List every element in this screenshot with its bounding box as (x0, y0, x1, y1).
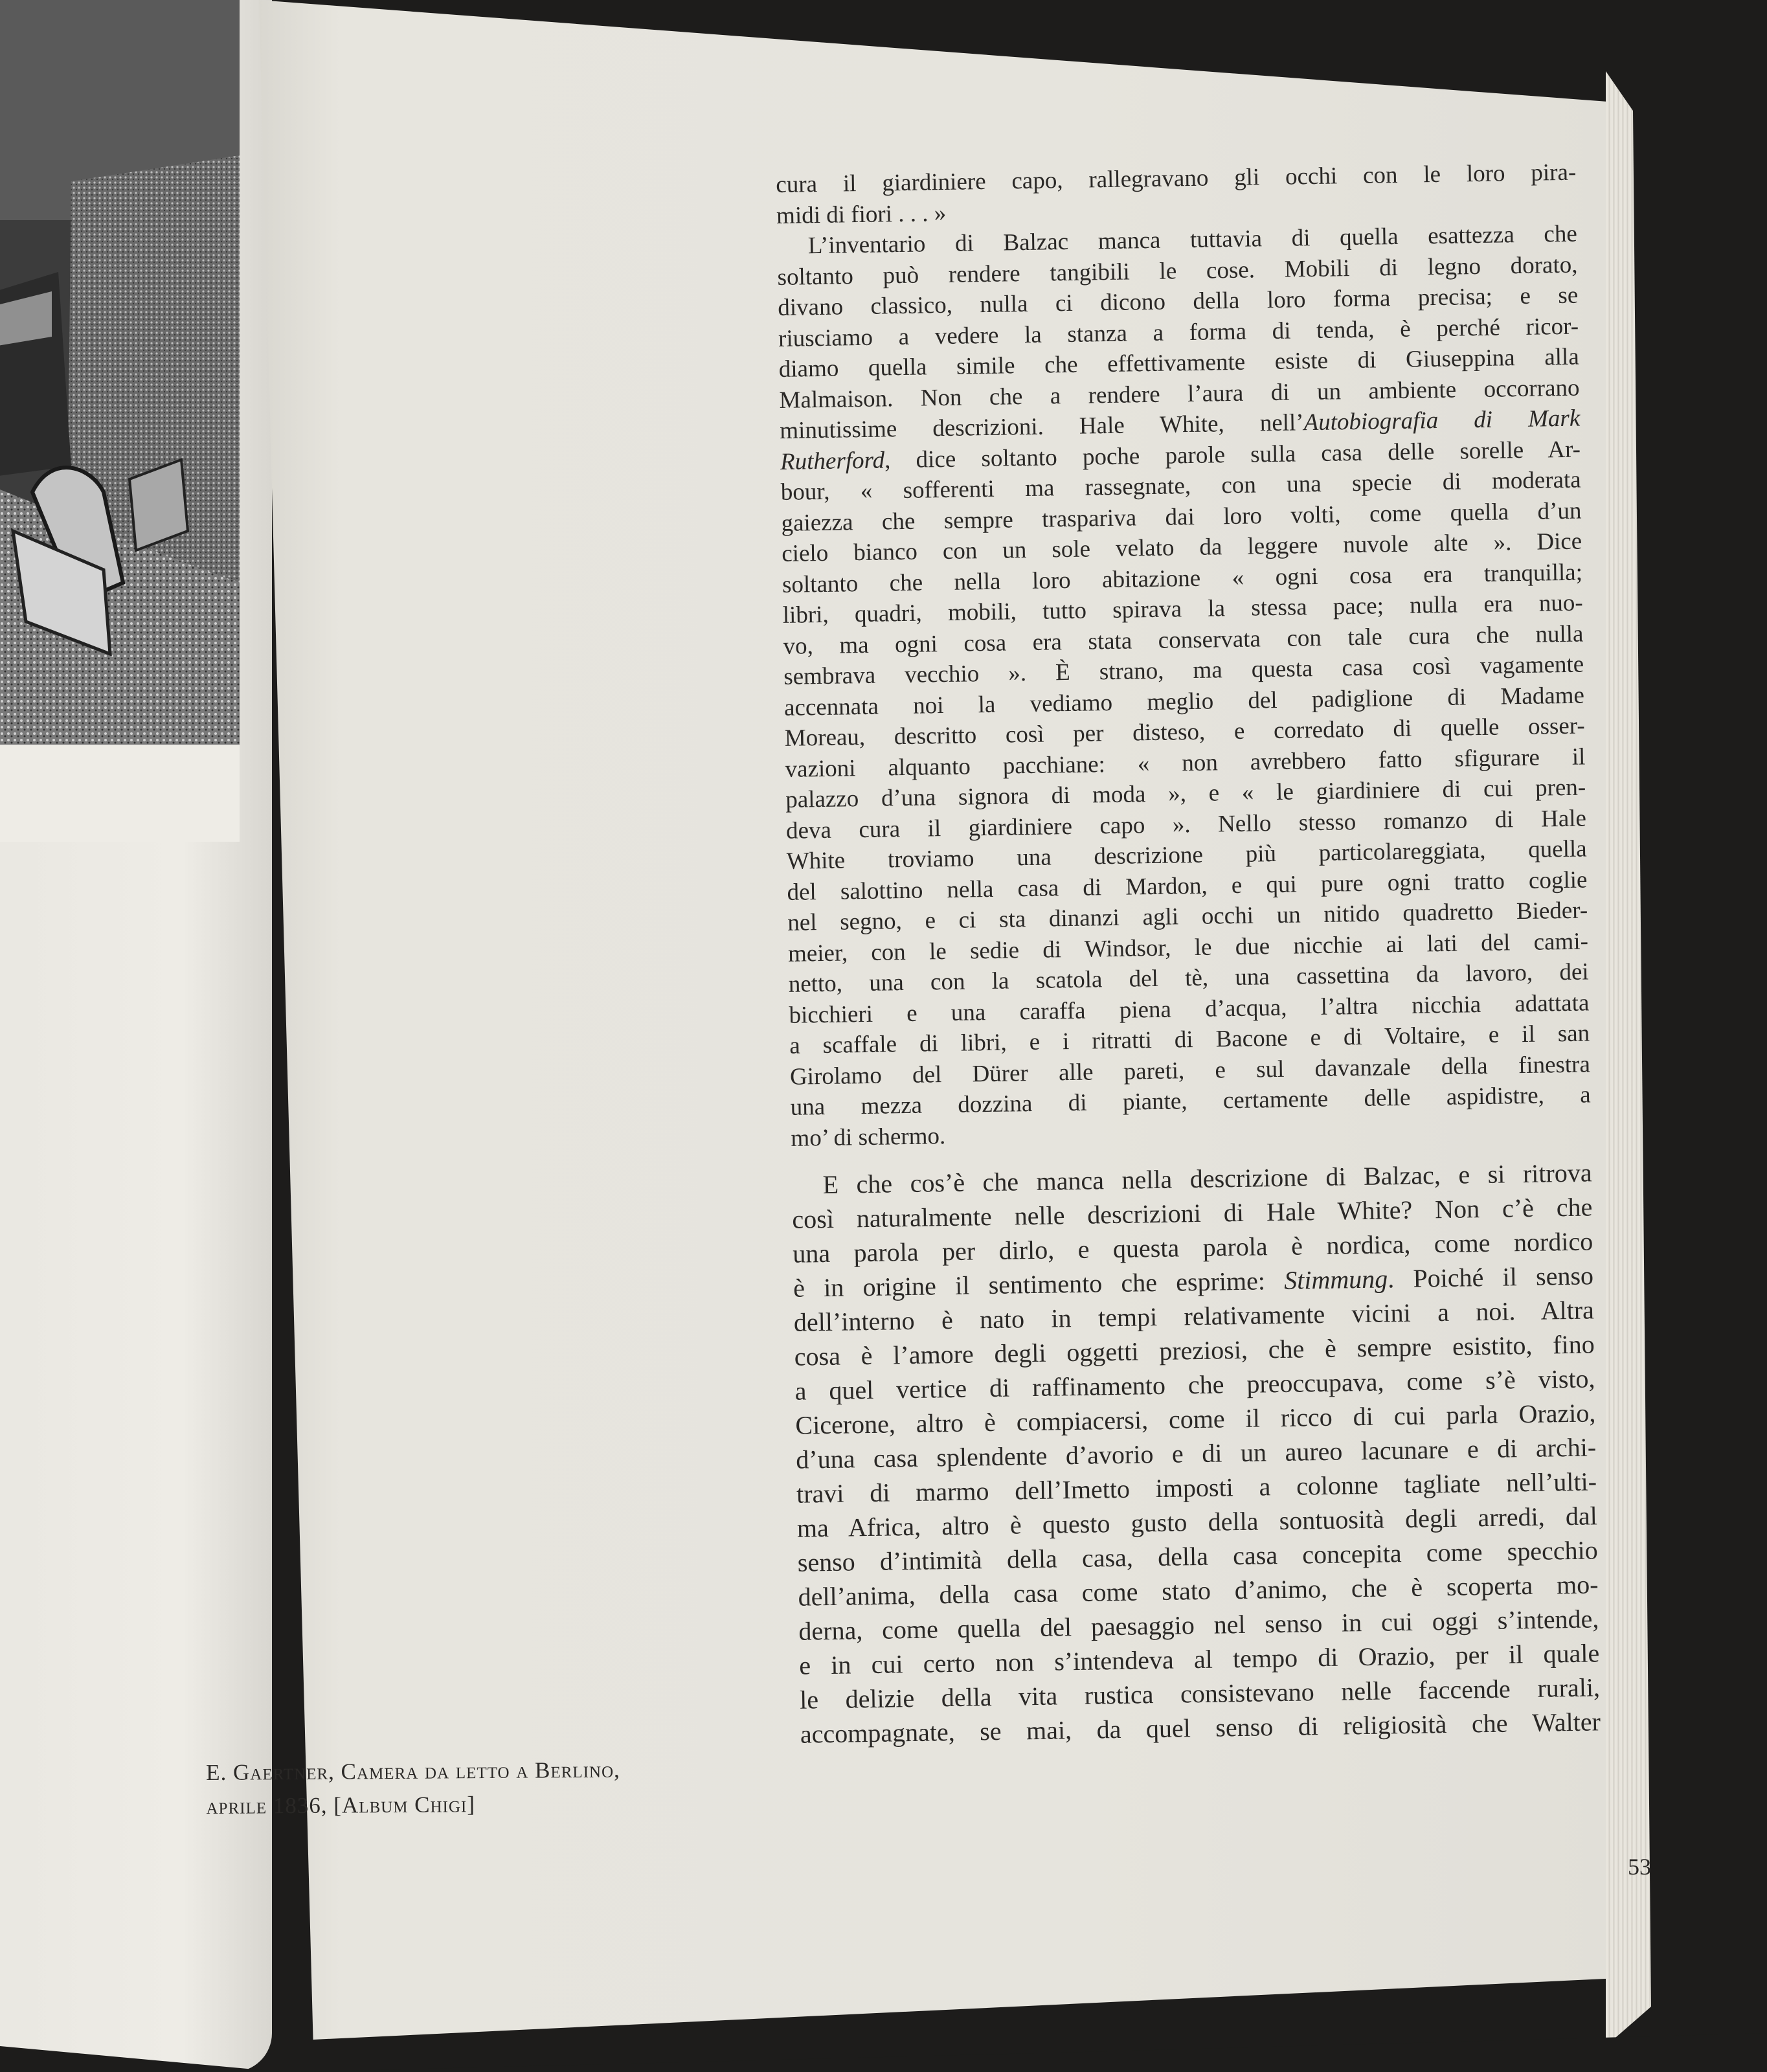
text-line: soltanto che nella loro abitazione « ogni cosa era tranquilla; (782, 559, 1583, 598)
text-line: a scaffale di libri, e i ritratti di Bacone e di Voltaire, e il san (789, 1020, 1590, 1059)
text-line: una parola per dirlo, e questa parola è nordica, come nordico (792, 1226, 1593, 1268)
text-line: senso d’intimità della casa, della casa concepita come specchio (797, 1535, 1598, 1577)
text-line: Rutherford, dice soltanto poche parole sulla casa delle sorelle Ar- (780, 436, 1581, 475)
page-number: 53 (1628, 1854, 1651, 1880)
bedroom-interior-photo (0, 0, 240, 842)
text-line: minutissime descrizioni. Hale White, nell’Autobiografia di Mark (780, 405, 1581, 444)
text-line: netto, una con la scatola del tè, una cassettina da lavoro, dei (788, 958, 1589, 998)
text-line: E che cos’è che manca nella descrizione di Balzac, e si ritrova (822, 1158, 1592, 1200)
text-line: Girolamo del Dürer alle pareti, e sul davanzale della finestra (789, 1050, 1591, 1090)
text-line: travi di marmo dell’Imetto imposti a colonne tagliate nell’ulti- (796, 1467, 1597, 1509)
book-title-italic: Rutherford (780, 446, 885, 475)
text-line: Moreau, descritto così per disteso, e corredato di quelle osser- (784, 712, 1585, 752)
term-italic: Stimmung (1283, 1264, 1388, 1295)
text-line: deva cura il giardiniere capo ». Nello stesso romanzo di Hale (785, 804, 1587, 844)
text-line: bour, « sofferenti ma rassegnate, con una specie di moderata (780, 466, 1581, 506)
text-line: ma Africa, altro è questo gusto della sontuosità degli arredi, dal (796, 1501, 1598, 1543)
caption-line: E. Gaertner, Camera da letto a Berlino, (206, 1757, 620, 1785)
text-line: bicchieri e una caraffa piena d’acqua, l’altra nicchia adattata (789, 989, 1590, 1029)
text-line: L’inventario di Balzac manca tuttavia di quella esattezza che (807, 220, 1578, 260)
text-line: è in origine il sentimento che esprime: Stimmung. Poiché il senso (793, 1261, 1594, 1303)
text-line: sembrava vecchio ». È strano, ma questa casa così vagamente (783, 651, 1584, 690)
text-line: cosa è l’amore degli oggetti preziosi, che è sempre esistito, fino (794, 1329, 1595, 1371)
text-line: Cicerone, altro è compiacersi, come il ricco di cui parla Orazio, (795, 1398, 1596, 1440)
text-line: del salottino nella casa di Mardon, e qui pure ogni tratto coglie (787, 866, 1588, 906)
text-line: una mezza dozzina di piante, certamente delle aspidistre, a (790, 1081, 1591, 1121)
text-line: palazzo d’una signora di moda », e « le giardiniere di cui pren- (785, 774, 1586, 813)
text-line: libri, quadri, mobili, tutto spirava la stessa pace; nulla era nuo- (782, 589, 1583, 629)
text-line: soltanto può rendere tangibili le cose. Mobili di legno dorato, (777, 251, 1578, 291)
text-line: dell’anima, della casa come stato d’animo, che è scoperta mo- (798, 1570, 1599, 1612)
text-line: Malmaison. Non che a rendere l’aura di un ambiente occorrano (779, 374, 1580, 414)
page-edges (1606, 71, 1651, 2046)
text-line: divano classico, nulla ci dicono della loro forma precisa; e se (778, 282, 1579, 321)
caption-line: aprile 1836, [Album Chigi] (206, 1792, 476, 1819)
text-line: nel segno, e ci sta dinanzi agli occhi un nitido quadretto Bieder- (787, 897, 1588, 936)
text-line: le delizie della vita rustica consistevano nelle faccende rurali, (799, 1672, 1601, 1715)
text-line: White troviamo una descrizione più particolareggiata, quella (786, 835, 1587, 875)
text-line: mo’ di schermo. (791, 1122, 946, 1152)
photo-illustration (0, 0, 240, 842)
text-line: e in cui certo non s’intendeva al tempo di Orazio, per il quale (798, 1638, 1600, 1680)
text-line: a quel vertice di raffinamento che preoccupava, come s’è visto, (794, 1364, 1595, 1406)
text-line: gaiezza che sempre traspariva dai loro volti, come quella d’un (781, 497, 1582, 537)
text-line: dell’interno è nato in tempi relativamente vicini a noi. Altra (793, 1295, 1595, 1337)
text-line: cielo bianco con un sole velato da leggere nuvole alte ». Dice (782, 528, 1582, 567)
text-line: accennata noi la vediamo meglio del padiglione di Madame (783, 681, 1585, 721)
text-line: vazioni alquanto pacchiane: « non avrebbero fatto sfigurare il (785, 743, 1586, 783)
paragraph-3 (791, 1155, 1601, 1751)
text-line: meier, con le sedie di Windsor, le due nicchie ai lati del cami- (787, 927, 1589, 967)
text-line: derna, come quella del paesaggio nel senso in cui oggi s’intende, (798, 1604, 1599, 1646)
text-line: midi di fiori . . . » (776, 199, 947, 229)
text-line: vo, ma ogni cosa era stata conservata con tale cura che nulla (783, 620, 1584, 660)
text-line: d’una casa splendente d’avorio e di un aureo lacunare e di archi- (795, 1432, 1597, 1474)
text-line: cura il giardiniere capo, rallegravano gli occhi con le loro pira- (776, 159, 1577, 198)
text-line: riusciamo a vedere la stanza a forma di tenda, è perché ricor- (778, 313, 1579, 352)
photo-caption (206, 1752, 725, 1823)
text-line: così naturalmente nelle descrizioni di Hale White? Non c’è che (792, 1192, 1593, 1234)
body-text (776, 157, 1601, 1751)
text-line: accompagnate, se mai, da quel senso di religiosità che Walter (800, 1707, 1601, 1749)
text-line: diamo quella simile che effettivamente esiste di Giuseppina alla (778, 343, 1580, 383)
book-title-italic: Autobiografia di Mark (1303, 405, 1581, 436)
paragraph-2 (776, 219, 1591, 1154)
